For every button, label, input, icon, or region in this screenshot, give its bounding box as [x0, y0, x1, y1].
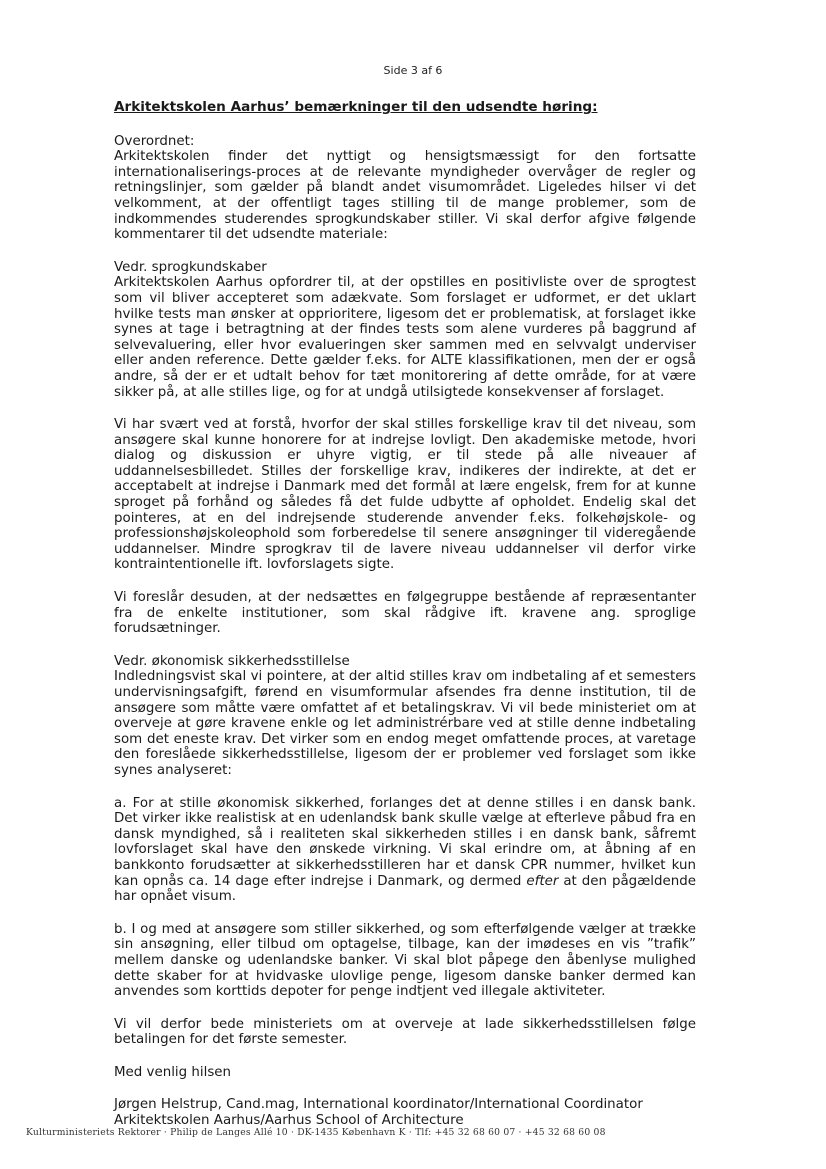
point-a-part-1: a. For at stille økonomisk sikkerhed, forlanges det at denne stilles i en dansk bank. Det virker ikke realistisk at en udenlandsk bank skulle vælge at efterleve påbud fra en dansk myndighed, så i realiteten skal sikkerheden stilles i en dansk bank, såfremt lovforslaget skal have den ønskede virkning. Vi skal erindre om, at åbning af en bankkonto forudsætter at sikkerhedsstilleren har et dansk CPR nummer, hvilket kun kan opnås ca. 14 dage efter indrejse i Danmark, og dermed — [114, 795, 696, 889]
greeting: Med venlig hilsen — [114, 1064, 232, 1080]
letter-body — [114, 100, 696, 1129]
document-heading: Arkitektskolen Aarhus’ bemærkninger til den udsendte høring: — [114, 99, 598, 115]
page-number: Side 3 af 6 — [383, 64, 443, 77]
paragraph-sprog-3: Vi foreslår desuden, at der nedsættes en følgegruppe bestående af repræsentanter fra de enkelte institutioner, som skal rådgive ift. kravene ang. sproglige forudsætninger. — [114, 590, 696, 637]
section-title-overordnet: Overordnet: — [114, 133, 195, 149]
letterhead-footer: Kulturministeriets Rektorer · Philip de Langes Allé 10 · DK-1435 København K · Tlf: +45 32 68 60 07 · +45 32 68 60 08 — [26, 1127, 606, 1138]
paragraph-point-b: b. I og med at ansøgere som stiller sikkerhed, og som efterfølgende vælger at trække sin ansøgning, eller tilbud om optagelse, tilbage, kan der imødeses en vis ”trafik” mellem danske og udenlandske banker. Vi skal blot påpege den åbenlyse mulighed dette skaber for at hvidvaske ulovlige penge, ligesom danske banker dermed kan anvendes som korttids depoter for penge indtjent ved illegale aktiviteter. — [114, 921, 696, 1000]
paragraph-sprog-1: Arkitektskolen Aarhus opfordrer til, at der opstilles en positivliste over de sprogtest som vil bliver accepteret som adækvate. Som forslaget er udformet, er det uklart hvilke tests man ønsker at opprioritere, ligesom det er problematisk, at forslaget ikke synes at tage i betragtning at der findes tests som alene vurderes på baggrund af selvevaluering, eller hvor evalueringen sker sammen med en selvvalgt underviser eller anden reference. Dette gælder f.eks. for ALTE klassifikationen, men der er også andre, så der er et udtalt behov for tæt monitorering af dette område, for at være sikker på, at alle stilles lige, og for at undgå utilsigtede konsekvenser af forslaget. — [114, 275, 696, 400]
section-title-okonomi: Vedr. økonomisk sikkerhedsstillelse — [114, 653, 350, 669]
point-a-emphasis: efter — [526, 873, 559, 889]
paragraph-closing: Vi vil derfor bede ministeriets om at overveje at lade sikkerhedsstillelsen følge betalingen for det første semester. — [114, 1016, 696, 1048]
signature-line-1: Jørgen Helstrup, Cand.mag, International koordinator/International Coordinator — [114, 1097, 643, 1113]
paragraph-sprog-2: Vi har svært ved at forstå, hvorfor der skal stilles forskellige krav til det niveau, som ansøgere skal kunne honorere for at indrejse lovligt. Den akademiske metode, hvori dialog og diskussion er uhyre vigtig, er til stede på alle niveauer af uddannelsesbilledet. Stilles der forskellige krav, indikeres der indirekte, at det er acceptabelt at indrejse i Danmark med det formål at lære engelsk, frem for at kunne sproget på forhånd og således få det fulde udbytte af opholdet. Endelig skal det pointeres, at en del indrejsende studerende anvender f.eks. folkehøjskole- og professionshøjskoleophold som forberedelse til senere ansøgninger til videregående uddannelser. Mindre sprogkrav til de lavere niveau uddannelser vil derfor virke kontraintentionelle ift. lovforslagets sigte. — [114, 417, 696, 573]
paragraph-okonomi-intro: Indledningsvist skal vi pointere, at der altid stilles krav om indbetaling af et semesters undervisningsafgift, førend en visumformular afsendes fra denne institution, til de ansøgere som måtte være omfattet af et betalingskrav. Vi vil bede ministeriet om at overveje at gøre kravene enkle og let administrérbare ved at stille denne indbetaling som det eneste krav. Det virker som en endog meget omfattende proces, at varetage den foreslåede sikkerhedsstillelse, ligesom der er problemer ved forslaget som ikke synes analyseret: — [114, 669, 696, 778]
paragraph-point-a — [114, 796, 696, 905]
paragraph-overordnet: Arkitektskolen finder det nyttigt og hensigtsmæssigt for den fortsatte internationaliserings-proces at de relevante myndigheder overvåger de regler og retningslinjer, som gælder på blandt andet visumområdet. Ligeledes hilser vi det velkomment, at der offentligt tages stilling til de mange problemer, som de indkommendes studerendes sprogkundskaber stiller. Vi skal derfor afgive følgende kommentarer til det udsendte materiale: — [114, 149, 696, 243]
point-a-part-2: at den pågældende har opnået visum. — [114, 873, 696, 905]
section-title-sprog: Vedr. sprogkundskaber — [114, 259, 267, 275]
signature-line-2: Arkitektskolen Aarhus/Aarhus School of Architecture — [114, 1113, 464, 1129]
